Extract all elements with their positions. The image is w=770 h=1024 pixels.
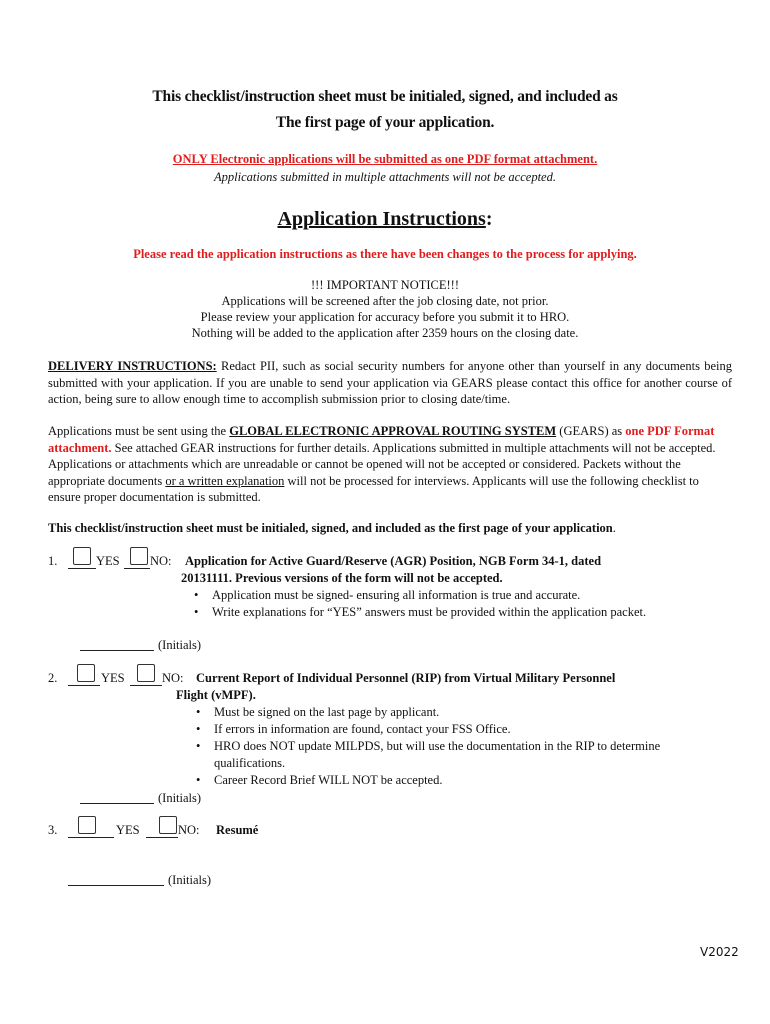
item-2-title-line-2: Flight (vMPF). (176, 688, 256, 702)
item-2-number: 2. (48, 671, 58, 685)
item-1-bullet-1: • Application must be signed- ensuring all information is true and accurate. (194, 587, 714, 604)
delivery-heading: DELIVERY INSTRUCTIONS: (48, 359, 217, 373)
item-2-bullet-3: • HRO does NOT update MILPDS, but will use the documentation in the RIP to determine qualifications. (196, 738, 716, 772)
delivery-text: Redact PII, such as social security numbers for anyone other than yourself in any documents being submitted with your application. If you are unable to send your application via GEARS please contact this office for another course of action, being sure to allow enough time to accomplish submission prior to closing date/time. (48, 359, 732, 406)
item-3-no-underline (146, 837, 178, 838)
item-2-bullet-2: • If errors in information are found, contact your FSS Office. (196, 721, 716, 738)
item-1-no-underline (124, 568, 150, 569)
item-2-initials-label: (Initials) (158, 791, 202, 805)
pdf-format-note: one PDF Format attachment. (48, 424, 715, 455)
checklist-title-end: . (612, 521, 616, 535)
item-1-bullet-2: • Write explanations for “YES” answers must be provided within the application packet. (194, 604, 714, 621)
item-2-yes-underline (68, 685, 100, 686)
written-explanation-note: or a written explanation (165, 473, 285, 488)
item-3-title: Resumé (216, 823, 259, 837)
item-2-bullet-4: • Career Record Brief WILL NOT be accepted. (196, 772, 716, 789)
item-1-title-line-2: 20131111. Previous versions of the form will not be accepted. (181, 571, 503, 585)
checklist-title-text: This checklist/instruction sheet must be initialed, signed, and included as the first page of your application (48, 521, 613, 535)
item-1-title-line-1: Application for Active Guard/Reserve (AGR) Position, NGB Form 34-1, dated (185, 554, 602, 568)
checklist-title (48, 521, 616, 536)
notice-line-3: Nothing will be added to the application after 2359 hours on the closing date. (191, 326, 579, 340)
important-notice-heading: !!! IMPORTANT NOTICE!!! (311, 278, 459, 292)
item-2-no-label: NO: (162, 671, 184, 685)
submission-part-4: will not be processed for interviews. Applicants will use the following checklist to ensure proper documentation is submitted. (48, 473, 699, 504)
item-3-initials-label: (Initials) (168, 873, 212, 887)
item-1-initials-line[interactable] (80, 650, 154, 651)
title-suffix: : (485, 208, 493, 230)
item-2-bullets (196, 704, 716, 789)
delivery-instructions (48, 358, 732, 408)
item-1-yes-checkbox[interactable] (73, 547, 91, 565)
item-2-title-line-1: Current Report of Individual Personnel (RIP) from Virtual Military Personnel (196, 671, 616, 685)
item-3-yes-underline (68, 837, 114, 838)
gears-name: GLOBAL ELECTRONIC APPROVAL ROUTING SYSTEM (229, 424, 557, 438)
item-2-yes-label: YES (101, 671, 125, 685)
version-label: V2022 (700, 945, 739, 959)
item-3-number: 3. (48, 823, 58, 837)
item-1-yes-underline (68, 568, 96, 569)
item-2-no-underline (130, 685, 162, 686)
item-3-initials-line[interactable] (68, 885, 164, 886)
submission-instructions (48, 423, 732, 506)
item-1-bullets (194, 587, 714, 621)
application-instructions-title (0, 208, 770, 231)
item-3-no-checkbox[interactable] (159, 816, 177, 834)
item-2-no-checkbox[interactable] (137, 664, 155, 682)
header-line-1: This checklist/instruction sheet must be initialed, signed, and included as (152, 88, 618, 105)
item-2-yes-checkbox[interactable] (77, 664, 95, 682)
submission-part-2: (GEARS) as (556, 424, 626, 438)
item-2-bullet-1: • Must be signed on the last page by applicant. (196, 704, 716, 721)
item-3-no-label: NO: (178, 823, 200, 837)
notice-line-2: Please review your application for accuracy before you submit it to HRO. (200, 310, 570, 324)
submission-part-3: See attached GEAR instructions for further details. Applications submitted in multiple attachments will not be accepted. Applications or attachments which are unreadable or cannot be opened will not be accepted or considered. Packets without the appropriate documents (48, 440, 716, 488)
notice-line-1: Applications will be screened after the job closing date, not prior. (221, 294, 549, 308)
item-3-yes-label: YES (116, 823, 140, 837)
item-1-no-checkbox[interactable] (130, 547, 148, 565)
item-3-yes-checkbox[interactable] (78, 816, 96, 834)
multi-attach-notice: Applications submitted in multiple attachments will not be accepted. (214, 170, 556, 184)
please-read-notice: Please read the application instructions as there have been changes to the process for applying. (133, 247, 637, 261)
item-1-number: 1. (48, 554, 58, 568)
header-line-2: The first page of your application. (275, 114, 495, 131)
item-1-yes-label: YES (96, 554, 120, 568)
item-1-initials-label: (Initials) (158, 638, 202, 652)
only-pdf-notice: ONLY Electronic applications will be submitted as one PDF format attachment. (172, 152, 598, 166)
item-2-initials-line[interactable] (80, 803, 154, 804)
submission-part-1: Applications must be sent using the (48, 424, 230, 438)
item-1-no-label: NO: (150, 554, 172, 568)
title-text: Application Instructions (277, 208, 486, 230)
